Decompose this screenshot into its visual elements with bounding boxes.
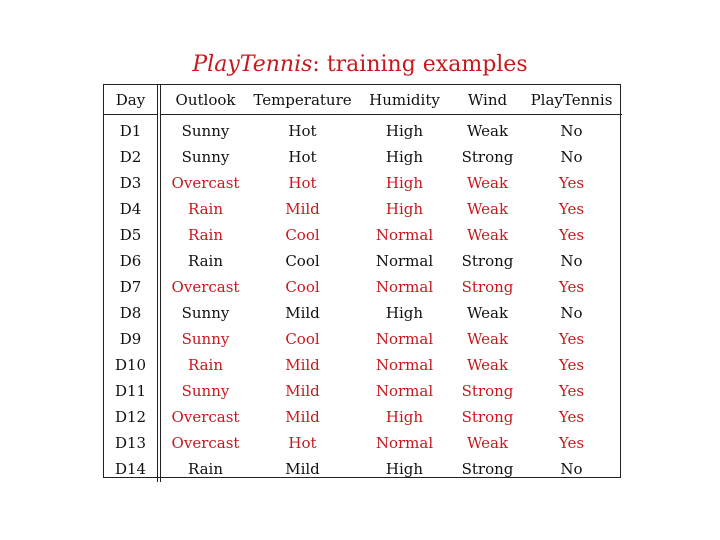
- table-row: [104, 430, 622, 456]
- header-day: Day: [104, 85, 159, 115]
- cell-playtennis: No: [560, 148, 583, 166]
- cell-temperature: Mild: [285, 200, 320, 218]
- cell-wind: Strong: [461, 148, 514, 166]
- table-row: [104, 170, 622, 196]
- header-wind: Wind: [454, 85, 521, 115]
- cell-humidity: Normal: [375, 252, 434, 270]
- cell-day: D5: [104, 222, 159, 248]
- cell-humidity: High: [385, 460, 424, 478]
- cell-wind: Weak: [466, 304, 509, 322]
- cell-temperature: Cool: [285, 330, 320, 348]
- table-body: [104, 115, 622, 483]
- cell-outlook: Overcast: [171, 174, 240, 192]
- cell-playtennis: Yes: [558, 356, 585, 374]
- cell-humidity: Normal: [375, 330, 434, 348]
- header-humidity: Humidity: [355, 85, 454, 115]
- table-row: [104, 300, 622, 326]
- cell-playtennis: Yes: [558, 200, 585, 218]
- slide-title: [0, 52, 720, 77]
- cell-temperature: Hot: [288, 148, 317, 166]
- cell-humidity: Normal: [375, 434, 434, 452]
- cell-temperature: Hot: [288, 174, 317, 192]
- cell-humidity: Normal: [375, 382, 434, 400]
- cell-temperature: Mild: [285, 460, 320, 478]
- cell-wind: Weak: [466, 434, 509, 452]
- cell-temperature: Mild: [285, 304, 320, 322]
- table-row: [104, 352, 622, 378]
- cell-wind: Weak: [466, 226, 509, 244]
- training-examples-table-frame: [103, 84, 621, 478]
- cell-day: D3: [104, 170, 159, 196]
- cell-humidity: High: [385, 174, 424, 192]
- header-temperature: Temperature: [250, 85, 355, 115]
- cell-playtennis: No: [560, 252, 583, 270]
- cell-wind: Strong: [461, 278, 514, 296]
- cell-day: D1: [104, 115, 159, 145]
- table-row: [104, 378, 622, 404]
- training-examples-table: [104, 85, 622, 482]
- cell-day: D14: [104, 456, 159, 482]
- cell-outlook: Sunny: [181, 148, 230, 166]
- cell-wind: Strong: [461, 252, 514, 270]
- cell-outlook: Overcast: [171, 278, 240, 296]
- table-row: [104, 274, 622, 300]
- table-row: [104, 196, 622, 222]
- table-row: [104, 248, 622, 274]
- cell-playtennis: Yes: [558, 434, 585, 452]
- cell-playtennis: No: [560, 122, 583, 140]
- cell-humidity: High: [385, 148, 424, 166]
- cell-playtennis: Yes: [558, 226, 585, 244]
- table-row: [104, 222, 622, 248]
- cell-wind: Weak: [466, 174, 509, 192]
- cell-outlook: Sunny: [181, 122, 230, 140]
- cell-humidity: High: [385, 200, 424, 218]
- cell-temperature: Hot: [288, 122, 317, 140]
- cell-day: D10: [104, 352, 159, 378]
- cell-wind: Weak: [466, 200, 509, 218]
- cell-outlook: Sunny: [181, 382, 230, 400]
- cell-temperature: Mild: [285, 356, 320, 374]
- cell-day: D2: [104, 144, 159, 170]
- table-row: [104, 404, 622, 430]
- cell-temperature: Cool: [285, 278, 320, 296]
- table-row: [104, 456, 622, 482]
- table-row: [104, 115, 622, 145]
- cell-humidity: High: [385, 408, 424, 426]
- cell-day: D13: [104, 430, 159, 456]
- header-playtennis: PlayTennis: [521, 85, 622, 115]
- cell-wind: Weak: [466, 330, 509, 348]
- cell-humidity: Normal: [375, 278, 434, 296]
- cell-humidity: High: [385, 304, 424, 322]
- table-header-row: [104, 85, 622, 115]
- cell-playtennis: Yes: [558, 382, 585, 400]
- cell-day: D8: [104, 300, 159, 326]
- table-row: [104, 326, 622, 352]
- cell-day: D7: [104, 274, 159, 300]
- cell-wind: Weak: [466, 356, 509, 374]
- cell-outlook: Rain: [187, 252, 224, 270]
- cell-day: D9: [104, 326, 159, 352]
- cell-outlook: Overcast: [171, 434, 240, 452]
- cell-outlook: Rain: [187, 200, 224, 218]
- cell-wind: Strong: [461, 460, 514, 478]
- cell-day: D6: [104, 248, 159, 274]
- cell-outlook: Rain: [187, 226, 224, 244]
- cell-humidity: High: [385, 122, 424, 140]
- cell-playtennis: Yes: [558, 408, 585, 426]
- cell-outlook: Overcast: [171, 408, 240, 426]
- cell-playtennis: No: [560, 460, 583, 478]
- cell-playtennis: Yes: [558, 278, 585, 296]
- cell-wind: Strong: [461, 408, 514, 426]
- cell-temperature: Cool: [285, 226, 320, 244]
- cell-humidity: Normal: [375, 356, 434, 374]
- cell-wind: Weak: [466, 122, 509, 140]
- cell-temperature: Mild: [285, 408, 320, 426]
- cell-playtennis: Yes: [558, 330, 585, 348]
- cell-outlook: Rain: [187, 460, 224, 478]
- cell-temperature: Cool: [285, 252, 320, 270]
- cell-outlook: Sunny: [181, 304, 230, 322]
- cell-outlook: Rain: [187, 356, 224, 374]
- table-row: [104, 144, 622, 170]
- slide-title-italic: PlayTennis: [192, 52, 313, 77]
- cell-day: D12: [104, 404, 159, 430]
- cell-day: D11: [104, 378, 159, 404]
- cell-humidity: Normal: [375, 226, 434, 244]
- cell-temperature: Mild: [285, 382, 320, 400]
- cell-day: D4: [104, 196, 159, 222]
- slide-title-rest: : training examples: [312, 52, 528, 77]
- cell-wind: Strong: [461, 382, 514, 400]
- cell-temperature: Hot: [288, 434, 317, 452]
- cell-outlook: Sunny: [181, 330, 230, 348]
- cell-playtennis: No: [560, 304, 583, 322]
- cell-playtennis: Yes: [558, 174, 585, 192]
- header-outlook: Outlook: [159, 85, 250, 115]
